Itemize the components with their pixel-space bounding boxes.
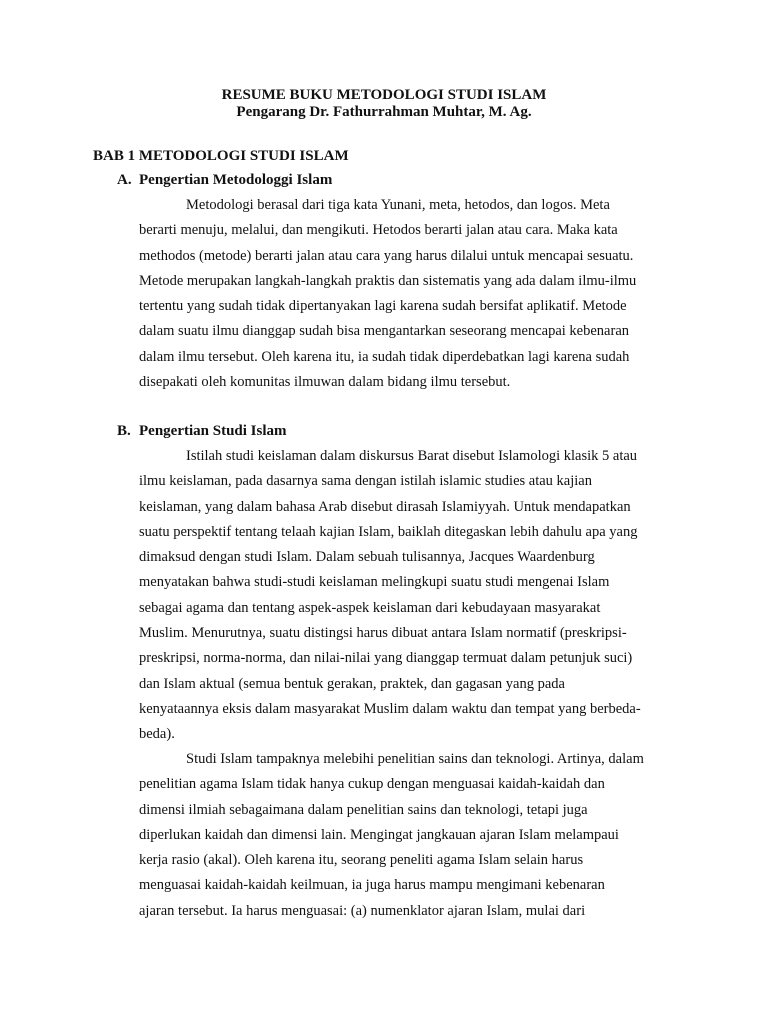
paragraph-line: methodos (metode) berarti jalan atau cara yang harus dilalui untuk mencapai sesuatu. — [139, 247, 634, 264]
paragraph-line: sebagai agama dan tentang aspek-aspek keislaman dari kebudayaan masyarakat — [139, 599, 601, 616]
paragraph-line: menyatakan bahwa studi-studi keislaman melingkupi suatu studi mengenai Islam — [139, 574, 610, 591]
title-block — [0, 87, 768, 121]
author-line: Pengarang Dr. Fathurrahman Muhtar, M. Ag. — [236, 104, 532, 120]
paragraph-line: kenyataannya eksis dalam masyarakat Muslim dalam waktu dan tempat yang berbeda- — [139, 700, 641, 717]
chapter-heading: BAB 1 METODOLOGI STUDI ISLAM — [93, 148, 349, 164]
paragraph-line: penelitian agama Islam tidak hanya cukup dengan menguasai kaidah-kaidah dan — [139, 776, 605, 793]
paragraph-line: Metodologi berasal dari tiga kata Yunani, meta, hetodos, dan logos. Meta — [186, 197, 610, 213]
section-b-title: Pengertian Studi Islam — [139, 423, 287, 439]
paragraph-line: keislaman, yang dalam bahasa Arab disebut dirasah Islamiyyah. Untuk mendapatkan — [139, 498, 631, 515]
paragraph-line: disepakati oleh komunitas ilmuwan dalam bidang ilmu tersebut. — [139, 374, 511, 391]
section-b-paragraph-1 — [139, 444, 679, 748]
paragraph-line: dimensi ilmiah sebagaimana dalam penelitian sains dan teknologi, tetapi juga — [139, 801, 588, 818]
paragraph-line: dimaksud dengan studi Islam. Dalam sebuah tulisannya, Jacques Waardenburg — [139, 549, 595, 566]
section-a-title: Pengertian Metodologgi Islam — [139, 172, 333, 188]
paragraph-line: Metode merupakan langkah-langkah praktis dan sistematis yang ada dalam ilmu-ilmu — [139, 272, 637, 289]
paragraph-line: Studi Islam tampaknya melebihi penelitian sains dan teknologi. Artinya, dalam — [186, 751, 644, 767]
section-a-letter: A. — [117, 172, 132, 188]
section-a-paragraph — [139, 193, 679, 395]
paragraph-line: Muslim. Menurutnya, suatu distingsi harus dibuat antara Islam normatif (preskripsi- — [139, 625, 627, 642]
paragraph-line: ilmu keislaman, pada dasarnya sama dengan istilah islamic studies atau kajian — [139, 473, 592, 490]
paragraph-line: suatu perspektif tentang telaah kajian Islam, baiklah ditegaskan lebih dahulu apa yang — [139, 523, 638, 540]
paragraph-line: dalam suatu ilmu dianggap sudah bisa mengantarkan seseorang mencapai kebenaran — [139, 323, 630, 340]
paragraph-line: preskripsi, norma-norma, dan nilai-nilai yang dianggap termuat dalam petunjuk suci) — [139, 650, 633, 667]
section-b-heading — [117, 422, 287, 440]
paragraph-line: dan Islam aktual (semua bentuk gerakan, praktek, dan gagasan yang pada — [139, 675, 565, 692]
document-title: RESUME BUKU METODOLOGI STUDI ISLAM — [221, 87, 547, 103]
paragraph-line: tertentu yang sudah tidak dipertanyakan lagi karena sudah bersifat aplikatif. Metode — [139, 298, 627, 315]
paragraph-line: Istilah studi keislaman dalam diskursus Barat disebut Islamologi klasik 5 atau — [186, 448, 638, 464]
paragraph-line: dalam ilmu tersebut. Oleh karena itu, ia sudah tidak diperdebatkan lagi karena sudah — [139, 348, 630, 365]
section-b-paragraph-2 — [139, 747, 679, 924]
section-a-heading — [117, 171, 332, 189]
paragraph-line: diperlukan kaidah dan dimensi lain. Mengingat jangkauan ajaran Islam melampaui — [139, 826, 619, 843]
paragraph-line: ajaran tersebut. Ia harus menguasai: (a) numenklator ajaran Islam, mulai dari — [139, 902, 586, 919]
paragraph-line: kerja rasio (akal). Oleh karena itu, seorang peneliti agama Islam selain harus — [139, 852, 584, 869]
paragraph-line: berarti menuju, melalui, dan mengikuti. Hetodos berarti jalan atau cara. Maka kata — [139, 222, 618, 239]
section-b-letter: B. — [117, 423, 131, 439]
paragraph-line: beda). — [139, 726, 175, 743]
paragraph-line: menguasai kaidah-kaidah keilmuan, ia juga harus mampu mengimani kebenaran — [139, 877, 605, 894]
